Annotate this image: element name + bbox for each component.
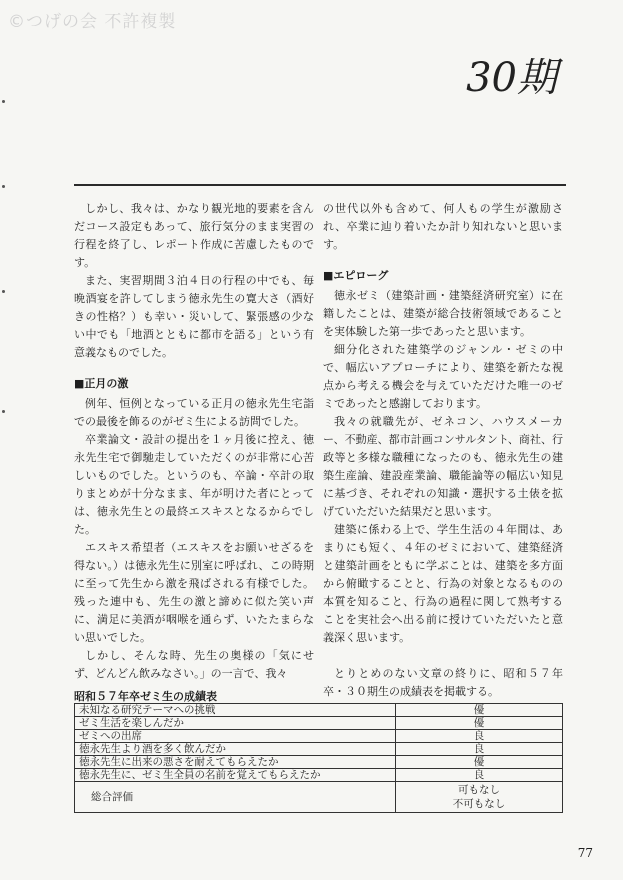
table-cell-item: ゼミ生活を楽しんだか — [75, 717, 396, 730]
table-row — [75, 769, 563, 782]
table-cell-grade: 良 — [396, 730, 563, 743]
table-title: 昭和５７年卒ゼミ生の成績表 — [74, 690, 217, 703]
table-cell-item: 徳永先生に出来の悪さを耐えてもらえたか — [75, 756, 396, 769]
margin-mark — [2, 185, 5, 188]
total-grade-line2: 不可もなし — [452, 798, 506, 810]
table-total-row — [75, 782, 563, 813]
total-grade-line1: 可もなし — [458, 784, 500, 796]
body-paragraph: しかし、そんな時、先生の奥様の「気にせず、どんどん飲みなさい。」の一言で、我々 — [74, 649, 314, 680]
body-paragraph: 細分化された建築学のジャンル・ゼミの中で、幅広いアプローチにより、建築を新たな視点から考える機会を与えていただけた唯一のゼミであったと感謝しております。 — [323, 343, 563, 410]
table-cell-item: ゼミへの出席 — [75, 730, 396, 743]
page-number: 77 — [577, 846, 593, 860]
table-cell-total-grade — [396, 782, 563, 813]
section-heading: ■正月の激 — [74, 377, 129, 390]
table-cell-grade: 優 — [396, 756, 563, 769]
table-cell-item: 未知なる研究テーマへの挑戦 — [75, 704, 396, 717]
issue-title: 30期 — [466, 55, 557, 101]
grades-table — [74, 703, 563, 813]
closing-paragraph: とりとめのない文章の終りに、昭和５７年卒・３０期生の成績表を掲載する。 — [323, 667, 563, 698]
table-row — [75, 704, 563, 717]
body-paragraph: の世代以外も含めて、何人もの学生が激励され、卒業に辿り着いたか計り知れないと思います。 — [323, 202, 563, 251]
table-cell-total-label: 総合評価 — [75, 782, 396, 813]
body-paragraph: 卒業論文・設計の提出を１ヶ月後に控え、徳永先生宅で御馳走していただくのが非常に心苦しいものでした。というのも、卒論・卒計の取りまとめが十分なまま、年が明けた者にとっては、徳永先生との最終エスキスとなるからでした。 — [74, 433, 314, 536]
right-column — [323, 200, 563, 701]
table-cell-grade: 良 — [396, 769, 563, 782]
table-row — [75, 743, 563, 756]
section-heading: ■エピローグ — [323, 269, 389, 282]
table-row — [75, 756, 563, 769]
body-paragraph: しかし、我々は、かなり観光地的要素を含んだコース設定もあって、旅行気分のまま実習の行程を終了し、レポート作成に苦慮したものです。 — [74, 202, 314, 269]
table-cell-item: 徳永先生より酒を多く飲んだか — [75, 743, 396, 756]
body-paragraph: 徳永ゼミ（建築計画・建築経済研究室）に在籍したことは、建築が総合技術領域であることを実体験した第一歩であったと思います。 — [323, 289, 563, 338]
table-cell-grade: 優 — [396, 704, 563, 717]
left-column — [74, 200, 314, 683]
table-cell-item: 徳永先生に、ゼミ生全員の名前を覚えてもらえたか — [75, 769, 396, 782]
table-cell-grade: 優 — [396, 717, 563, 730]
body-paragraph: また、実習期間３泊４日の行程の中でも、毎晩酒宴を許してしまう徳永先生の寛大さ（酒好きの性格？）も幸い・災いして、緊張感の少ない中でも「地酒とともに都市を語る」という有意義なものでした。 — [74, 274, 314, 359]
table-cell-grade: 良 — [396, 743, 563, 756]
body-paragraph: 建築に係わる上で、学生生活の４年間は、あまりにも短く、４年のゼミにおいて、建築経済と建築計画をともに学ぶことは、建築を多方面から俯瞰することと、行為の対象となるものの本質を知ること、行為の過程に関して熟考することを実社会へ出る前に授けていただいたと意義深く思います。 — [323, 523, 563, 644]
margin-mark — [2, 290, 5, 293]
body-paragraph: 我々の就職先が、ゼネコン、ハウスメーカー、不動産、都市計画コンサルタント、商社、行政等と多様な職種になったのも、徳永先生の建築生産論、建設産業論、職能論等の幅広い知見に基づき、それぞれの知識・選択する土俵を拡げていただいた結果だと思います。 — [323, 415, 563, 518]
body-paragraph: エスキス希望者（エスキスをお願いせざるを得ない。）は徳永先生に別室に呼ばれ、この時期に至って先生から激を飛ばされる有様でした。残った連中も、先生の激と諦めに似た笑い声に、満足に美酒が咽喉を通らず、いたたまらない思いでした。 — [74, 541, 314, 644]
body-paragraph: 例年、恒例となっている正月の徳永先生宅詣での最後を飾るのがゼミ生による訪問でした。 — [74, 397, 314, 428]
margin-mark — [2, 100, 5, 103]
margin-mark — [2, 410, 5, 413]
header-rule — [74, 184, 566, 186]
copyright-watermark: ©つげの会 不許複製 — [8, 12, 177, 32]
table-row — [75, 730, 563, 743]
table-row — [75, 717, 563, 730]
